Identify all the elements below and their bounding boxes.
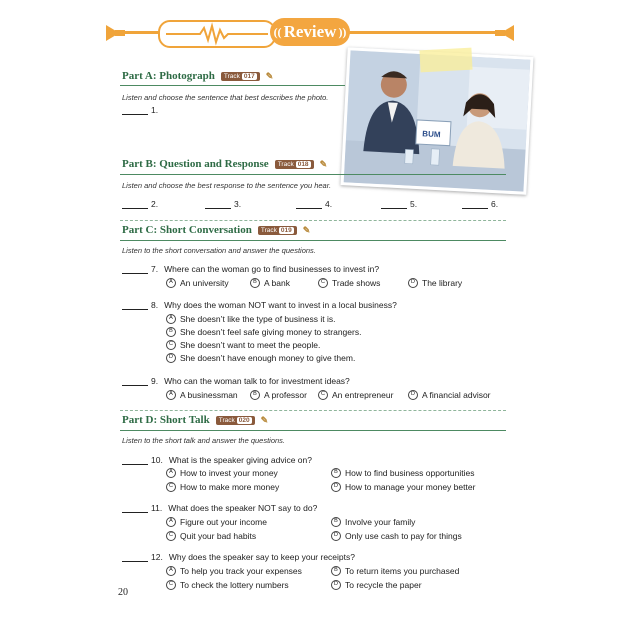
- option-8c[interactable]: [166, 340, 320, 350]
- sound-right-icon: )): [338, 24, 347, 39]
- option-text: She doesn’t like the type of business it is.: [180, 314, 336, 324]
- part-a-title: [122, 70, 273, 82]
- track-badge-018: [275, 160, 314, 169]
- option-text: Involve your family: [345, 517, 416, 527]
- option-letter-a: A: [166, 278, 176, 288]
- question-8[interactable]: [122, 300, 397, 310]
- option-letter-a: A: [166, 517, 176, 527]
- option-letter-a: A: [166, 314, 176, 324]
- option-9c[interactable]: [318, 390, 393, 400]
- review-title-text: Review: [283, 22, 337, 41]
- answer-blank[interactable]: [462, 200, 488, 209]
- track-badge-019: [258, 226, 297, 235]
- option-letter-a: A: [166, 468, 176, 478]
- question-number: 4.: [325, 199, 333, 209]
- track-label: Track: [260, 226, 277, 234]
- part-d-title-text: Part D: Short Talk: [122, 414, 210, 426]
- option-text: To help you track your expenses: [180, 566, 302, 576]
- option-11d[interactable]: [331, 531, 462, 541]
- option-text: An entrepreneur: [332, 390, 394, 400]
- pencil-icon: ✎: [265, 70, 274, 81]
- question-number: 6.: [491, 199, 499, 209]
- option-letter-c: C: [166, 340, 176, 350]
- answer-blank[interactable]: [122, 301, 148, 310]
- option-text: A bank: [264, 278, 290, 288]
- answer-blank[interactable]: [122, 265, 148, 274]
- question-4[interactable]: [296, 199, 332, 209]
- question-text: What does the speaker NOT say to do?: [168, 503, 318, 513]
- part-c-title-text: Part C: Short Conversation: [122, 224, 252, 236]
- option-letter-a: A: [166, 566, 176, 576]
- track-label: Track: [223, 72, 240, 80]
- option-letter-b: B: [331, 468, 341, 478]
- option-letter-b: B: [250, 390, 260, 400]
- option-7c[interactable]: [318, 278, 380, 288]
- option-letter-c: C: [166, 482, 176, 492]
- sound-wave-icon: [160, 22, 274, 46]
- banner-right-end-icon: [494, 22, 516, 44]
- part-a-title-text: Part A: Photograph: [122, 70, 215, 82]
- track-number: 018: [297, 160, 309, 168]
- option-text: She doesn’t have enough money to give them.: [180, 353, 356, 363]
- part-c-title: [122, 224, 310, 236]
- question-number: 1.: [151, 105, 159, 115]
- option-12c[interactable]: [166, 580, 289, 590]
- option-text: How to manage your money better: [345, 482, 476, 492]
- option-text: How to invest your money: [180, 468, 278, 478]
- answer-blank[interactable]: [122, 504, 148, 513]
- answer-blank[interactable]: [122, 377, 148, 386]
- option-text: An university: [180, 278, 229, 288]
- part-b-instruction: Listen and choose the best response to the sentence you hear.: [122, 181, 332, 190]
- option-text: Quit your bad habits: [180, 531, 257, 541]
- part-d-instruction: Listen to the short talk and answer the questions.: [122, 436, 286, 445]
- option-text: How to find business opportunities: [345, 468, 475, 478]
- question-7[interactable]: [122, 264, 379, 274]
- option-letter-c: C: [318, 390, 328, 400]
- option-text: To check the lottery numbers: [180, 580, 289, 590]
- question-number: 8.: [151, 300, 159, 310]
- option-letter-d: D: [331, 531, 341, 541]
- option-7d[interactable]: [408, 278, 462, 288]
- part-d-title: [122, 414, 268, 426]
- part-a-instruction: Listen and choose the sentence that best describes the photo.: [122, 93, 329, 102]
- option-10a[interactable]: [166, 468, 278, 478]
- option-text: To return items you purchased: [345, 566, 460, 576]
- answer-blank[interactable]: [296, 200, 322, 209]
- option-10c[interactable]: [166, 482, 279, 492]
- sound-left-icon: ((: [273, 24, 282, 39]
- track-number: 019: [280, 226, 292, 234]
- option-8d[interactable]: [166, 353, 355, 363]
- pencil-icon: ✎: [302, 224, 311, 235]
- option-9d[interactable]: [408, 390, 491, 400]
- option-letter-c: C: [166, 580, 176, 590]
- photo-illustration: [344, 50, 531, 191]
- question-number: 9.: [151, 376, 159, 386]
- question-11[interactable]: [122, 503, 317, 513]
- option-11a[interactable]: [166, 517, 267, 527]
- option-letter-b: B: [166, 327, 176, 337]
- photo-tape: [419, 48, 472, 73]
- question-6[interactable]: [462, 199, 498, 209]
- option-text: How to make more money: [180, 482, 280, 492]
- option-9a[interactable]: [166, 390, 238, 400]
- question-2[interactable]: [122, 199, 158, 209]
- option-letter-b: B: [250, 278, 260, 288]
- option-letter-d: D: [331, 580, 341, 590]
- question-12[interactable]: [122, 552, 355, 562]
- track-label: Track: [277, 160, 294, 168]
- part-c-rule: [120, 240, 506, 241]
- option-letter-d: D: [331, 482, 341, 492]
- question-number: 10.: [151, 455, 163, 465]
- option-7b[interactable]: [250, 278, 290, 288]
- option-letter-d: D: [408, 390, 418, 400]
- option-text: Trade shows: [332, 278, 381, 288]
- question-text: Why does the woman NOT want to invest in a local business?: [164, 300, 397, 310]
- track-badge-020: [216, 416, 255, 425]
- question-number: 7.: [151, 264, 159, 274]
- question-5[interactable]: [381, 199, 417, 209]
- answer-blank[interactable]: [122, 106, 148, 115]
- option-text: A professor: [264, 390, 307, 400]
- option-letter-d: D: [166, 353, 176, 363]
- question-number: 3.: [234, 199, 242, 209]
- track-label: Track: [218, 416, 235, 424]
- option-text: To recycle the paper: [345, 580, 422, 590]
- answer-blank[interactable]: [381, 200, 407, 209]
- question-number: 11.: [151, 503, 163, 513]
- question-number: 2.: [151, 199, 159, 209]
- question-text: Where can the woman go to find businesses to invest in?: [164, 264, 380, 274]
- part-c-divider: [120, 220, 506, 221]
- option-text: She doesn’t want to meet the people.: [180, 340, 321, 350]
- option-text: She doesn’t feel safe giving money to strangers.: [180, 327, 362, 337]
- option-8b[interactable]: [166, 327, 361, 337]
- page-number: 20: [118, 587, 128, 598]
- answer-blank[interactable]: [205, 200, 231, 209]
- option-11b[interactable]: [331, 517, 415, 527]
- question-1[interactable]: [122, 105, 158, 115]
- option-letter-d: D: [408, 278, 418, 288]
- sound-wave-capsule: [158, 20, 276, 48]
- option-letter-b: B: [331, 566, 341, 576]
- option-text: The library: [422, 278, 463, 288]
- banner-left-end-icon: [104, 22, 126, 44]
- option-text: Only use cash to pay for things: [345, 531, 462, 541]
- part-b-title: [122, 158, 327, 170]
- part-b-rule: [120, 174, 506, 175]
- part-d-rule: [120, 430, 506, 431]
- question-text: What is the speaker giving advice on?: [168, 455, 312, 465]
- track-number: 017: [243, 72, 255, 80]
- track-number: 020: [238, 416, 250, 424]
- option-text: A financial advisor: [422, 390, 491, 400]
- question-number: 12.: [151, 552, 163, 562]
- option-letter-c: C: [166, 531, 176, 541]
- pencil-icon: ✎: [260, 414, 269, 425]
- option-letter-c: C: [318, 278, 328, 288]
- question-text: Why does the speaker say to keep your receipts?: [168, 552, 355, 562]
- pencil-icon: ✎: [319, 158, 328, 169]
- question-10[interactable]: [122, 455, 312, 465]
- review-title: [270, 18, 350, 46]
- photo-sign-text: BUM: [422, 129, 441, 140]
- option-9b[interactable]: [250, 390, 307, 400]
- option-letter-b: B: [331, 517, 341, 527]
- question-3[interactable]: [205, 199, 241, 209]
- option-8a[interactable]: [166, 314, 335, 324]
- answer-blank[interactable]: [122, 456, 148, 465]
- option-text: A businessman: [180, 390, 238, 400]
- option-12b[interactable]: [331, 566, 459, 576]
- option-10b[interactable]: [331, 468, 474, 478]
- track-badge-017: [221, 72, 260, 81]
- option-11c[interactable]: [166, 531, 256, 541]
- question-text: Who can the woman talk to for investment ideas?: [164, 376, 350, 386]
- option-7a[interactable]: [166, 278, 229, 288]
- option-letter-a: A: [166, 390, 176, 400]
- part-c-instruction: Listen to the short conversation and answer the questions.: [122, 246, 316, 255]
- question-9[interactable]: [122, 376, 350, 386]
- question-number: 5.: [410, 199, 418, 209]
- part-d-divider: [120, 410, 506, 411]
- option-12a[interactable]: [166, 566, 302, 576]
- part-a-rule: [120, 85, 345, 86]
- answer-blank[interactable]: [122, 553, 148, 562]
- option-12d[interactable]: [331, 580, 422, 590]
- option-10d[interactable]: [331, 482, 475, 492]
- answer-blank[interactable]: [122, 200, 148, 209]
- option-text: Figure out your income: [180, 517, 267, 527]
- part-b-title-text: Part B: Question and Response: [122, 158, 269, 170]
